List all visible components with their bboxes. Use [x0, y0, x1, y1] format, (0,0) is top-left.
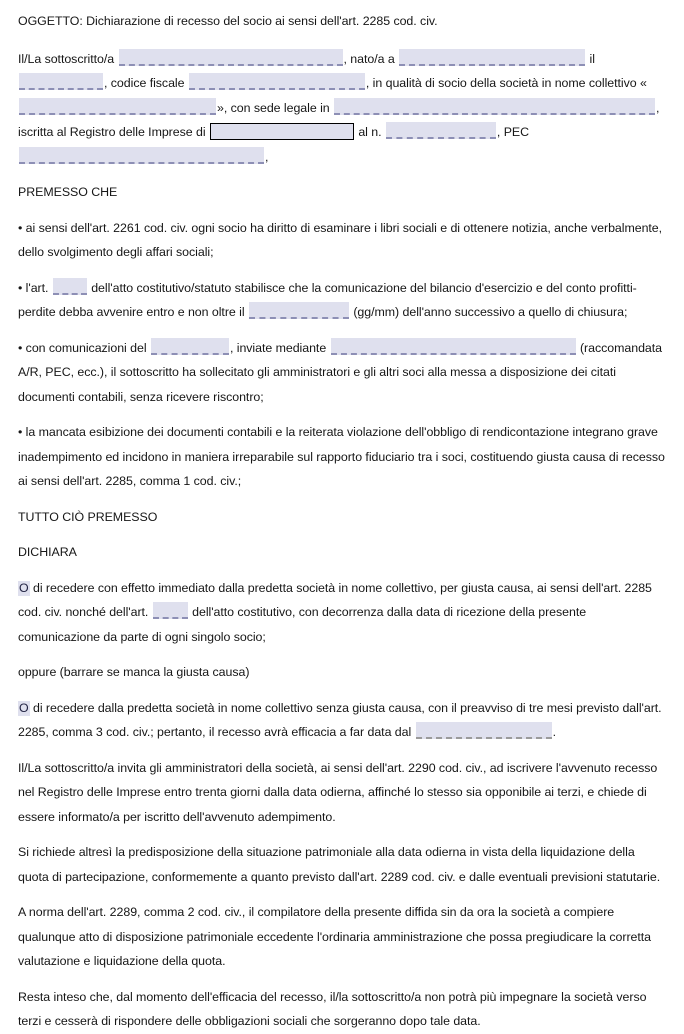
option-1-paragraph[interactable]	[18, 576, 666, 650]
option-2-paragraph[interactable]	[18, 696, 666, 745]
intro-text-9: , PEC	[496, 125, 530, 139]
intro-paragraph	[18, 47, 666, 170]
option-1-radio-marker[interactable]: O	[19, 580, 29, 595]
numero-iscrizione-field[interactable]	[386, 122, 496, 139]
paragrafo-resta-inteso: Resta inteso che, dal momento dell'efficacia del recesso, il/la sottoscritto/a non potrà più impegnare la società verso terzi e cesserà di rispondere delle obbligazioni sociali che sorgeranno dopo tale data.	[18, 989, 647, 1028]
paragrafo-iscrizione-registro: Il/La sottoscritto/a invita gli amministratori della società, ai sensi dell'art. 2290 cod. civ., ad iscrivere l'avvenuto recesso nel Registro delle Imprese entro trenta giorni dalla data odierna, affinché lo stesso sia opponibile ai terzi, e chiede di essere informato/a per iscritto dell'avvenuto adempimento.	[18, 760, 658, 824]
bullet-mancata-esibizione: • la mancata esibizione dei documenti contabili e la reiterata violazione dell'obbligo di rendicontazione integrano grave inadempimento ed incidono in maniera irreparabile sul rapporto fiduciario tra i soci, costituendo giusta causa di recesso ai sensi dell'art. 2285, comma 1 cod. civ.;	[18, 425, 665, 488]
paragrafo-diffida: A norma dell'art. 2289, comma 2 cod. civ., il compilatore della presente diffida sin da ora la società a compiere qualunque atto di disposizione patrimoniale eccedente l'ordinaria amministrazione che possa pregiudicare la corretta valutazione e liquidazione della quota.	[18, 905, 651, 968]
termine-gg-mm-field[interactable]	[249, 302, 349, 319]
mezzo-invio-field[interactable]	[331, 338, 576, 355]
codice-fiscale-field[interactable]	[189, 73, 365, 90]
bullet-art-prefix: • l'art.	[18, 280, 49, 295]
denominazione-societa-field[interactable]	[19, 98, 216, 115]
option-2-text-2: .	[552, 725, 556, 739]
intro-text-5: , in qualità di socio della società in nome collettivo «	[365, 76, 647, 90]
bullet-art-tail: (gg/mm) dell'anno successivo a quello di chiusura;	[353, 305, 628, 319]
articolo-statuto-field[interactable]	[53, 278, 87, 295]
intro-text-8: al n.	[358, 125, 382, 139]
data-comunicazione-field[interactable]	[151, 338, 229, 355]
intro-text-1: Il/La sottoscritto/a	[18, 51, 115, 66]
intro-text-6: », con sede legale in	[217, 100, 330, 115]
intro-text-4: , codice fiscale	[104, 76, 185, 90]
intro-text-7: , iscritta al Registro delle Imprese di	[18, 100, 660, 139]
subject-line: OGGETTO: Dichiarazione di recesso del socio ai sensi dell'art. 2285 cod. civ.	[18, 14, 438, 28]
bullet-comunicazioni-tail: (raccomandata A/R, PEC, ecc.), il sottoscritto ha sollecitato gli amministratori e gli altri soci alla messa a disposizione dei citati documenti contabili, senza ricevere riscontro;	[18, 340, 662, 404]
registro-imprese-field[interactable]	[210, 123, 354, 140]
intro-text-3: il	[589, 51, 595, 66]
option-2-text-1: di recedere dalla predetta società in nome collettivo senza giusta causa, con il preavviso di tre mesi previsto dall'art. 2285, comma 3 cod. civ.; pertanto, il recesso avrà efficacia a far data dal	[18, 700, 662, 739]
bullet-art-2261: • ai sensi dell'art. 2261 cod. civ. ogni socio ha diritto di esaminare i libri sociali e di ottenere notizia, anche verbalmente, dello svolgimento degli affari sociali;	[18, 220, 663, 259]
oppure-line: oppure (barrare se manca la giusta causa)	[18, 665, 250, 679]
bullet-comunicazioni	[18, 336, 666, 410]
premesso-heading: PREMESSO CHE	[18, 185, 118, 199]
dichiara-heading: DICHIARA	[18, 545, 77, 559]
sede-legale-field[interactable]	[334, 98, 655, 115]
bullet-art-statuto	[18, 276, 666, 325]
intro-text-10: ,	[265, 149, 269, 164]
articolo-atto-costitutivo-field[interactable]	[153, 602, 188, 619]
intro-text-2: , nato/a a	[343, 51, 395, 66]
option-2-radio-marker[interactable]: O	[19, 700, 29, 715]
option-1-text-2: dell'atto costitutivo, con decorrenza dalla data di ricezione della presente comunicazione da parte di ogni singolo socio;	[18, 605, 587, 644]
nome-sottoscritto-field[interactable]	[119, 49, 343, 66]
data-efficacia-recesso-field[interactable]	[416, 722, 552, 739]
bullet-art-mid: dell'atto costitutivo/statuto stabilisce che la comunicazione del bilancio d'esercizio e del conto profitti-perdite debba avvenire entro e non oltre il	[18, 280, 637, 319]
tutto-cio-premesso-heading: TUTTO CIÒ PREMESSO	[18, 509, 158, 524]
luogo-nascita-field[interactable]	[399, 49, 585, 66]
bullet-comunicazioni-prefix: • con comunicazioni del	[18, 340, 147, 355]
pec-societa-field[interactable]	[19, 147, 264, 164]
option-1-text-1: di recedere con effetto immediato dalla predetta società in nome collettivo, per giusta causa, ai sensi dell'art. 2285 cod. civ. nonché dell'art.	[18, 580, 652, 619]
bullet-comunicazioni-mid: , inviate mediante	[229, 340, 327, 355]
paragrafo-situazione-patrimoniale: Si richiede altresì la predisposizione della situazione patrimoniale alla data odierna in vista della liquidazione della quota di partecipazione, conformemente a quanto previsto dall'art. 2289 cod. civ. e dalle eventuali previsioni statutarie.	[18, 845, 661, 884]
data-nascita-field[interactable]	[19, 73, 103, 90]
